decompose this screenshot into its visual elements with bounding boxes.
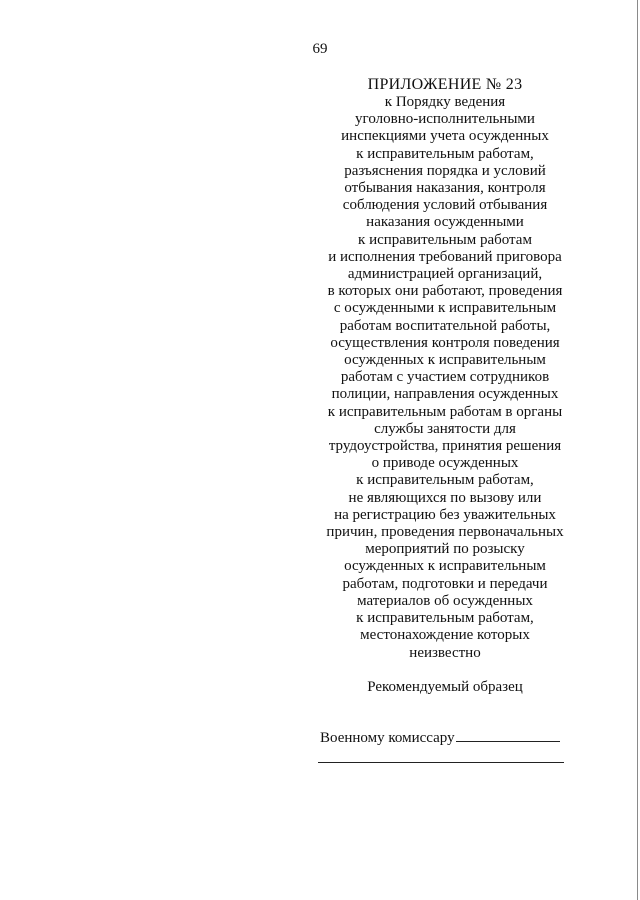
appendix-line: разъяснения порядка и условий — [344, 162, 546, 179]
appendix-line: к Порядку ведения — [384, 94, 506, 110]
appendix-line: к исправительным работам, — [356, 472, 534, 489]
appendix-line: неизвестно — [409, 644, 481, 661]
appendix-line: инспекциями учета осужденных — [341, 128, 549, 145]
appendix-line: трудоустройства, принятия решения — [328, 438, 562, 455]
appendix-line: причин, проведения первоначальных — [326, 524, 564, 541]
appendix-line: осужденных к исправительным — [344, 558, 546, 575]
appendix-line: наказания осужденными — [366, 214, 524, 231]
appendix-line: полиции, направления осужденных — [331, 386, 559, 403]
appendix-line: о приводе осужденных — [371, 455, 519, 472]
addressee-blank-line — [318, 762, 564, 763]
page-number: 69 — [312, 41, 328, 57]
addressee-blank-field — [456, 728, 560, 742]
appendix-line: и исполнения требований приговора — [328, 248, 562, 265]
addressee-label: Военному комиссару — [320, 730, 455, 746]
appendix-line: осуществления контроля поведения — [330, 334, 560, 351]
appendix-line: администрацией организаций, — [347, 266, 543, 283]
appendix-line: соблюдения условий отбывания — [342, 197, 548, 214]
appendix-line: мероприятий по розыску — [365, 541, 525, 558]
page-edge-line — [637, 0, 638, 900]
appendix-description — [300, 94, 590, 662]
appendix-line: к исправительным работам, — [356, 610, 534, 627]
appendix-line: к исправительным работам — [358, 231, 532, 248]
appendix-line: материалов об осужденных — [357, 592, 533, 609]
appendix-line: отбывания наказания, контроля — [344, 180, 546, 197]
appendix-line: к исправительным работам в органы — [327, 403, 563, 420]
appendix-line: службы занятости для — [374, 420, 516, 437]
appendix-title: ПРИЛОЖЕНИЕ № 23 — [367, 76, 523, 93]
appendix-line: в которых они работают, проведения — [327, 283, 563, 300]
appendix-line: уголовно-исполнительными — [355, 111, 535, 128]
appendix-line: на регистрацию без уважительных — [334, 506, 556, 523]
addressee-line — [320, 728, 560, 747]
appendix-line: работам воспитательной работы, — [339, 317, 551, 334]
appendix-line: не являющихся по вызову или — [348, 489, 542, 506]
appendix-line: работам с участием сотрудников — [340, 369, 550, 386]
appendix-line: с осужденными к исправительным — [333, 300, 557, 317]
appendix-line: осужденных к исправительным — [344, 352, 546, 369]
appendix-line: местонахождение которых — [360, 627, 530, 644]
appendix-line: работам, подготовки и передачи — [342, 575, 548, 592]
appendix-header — [300, 76, 590, 662]
recommended-sample-label: Рекомендуемый образец — [367, 679, 523, 695]
appendix-line: к исправительным работам, — [356, 145, 534, 162]
